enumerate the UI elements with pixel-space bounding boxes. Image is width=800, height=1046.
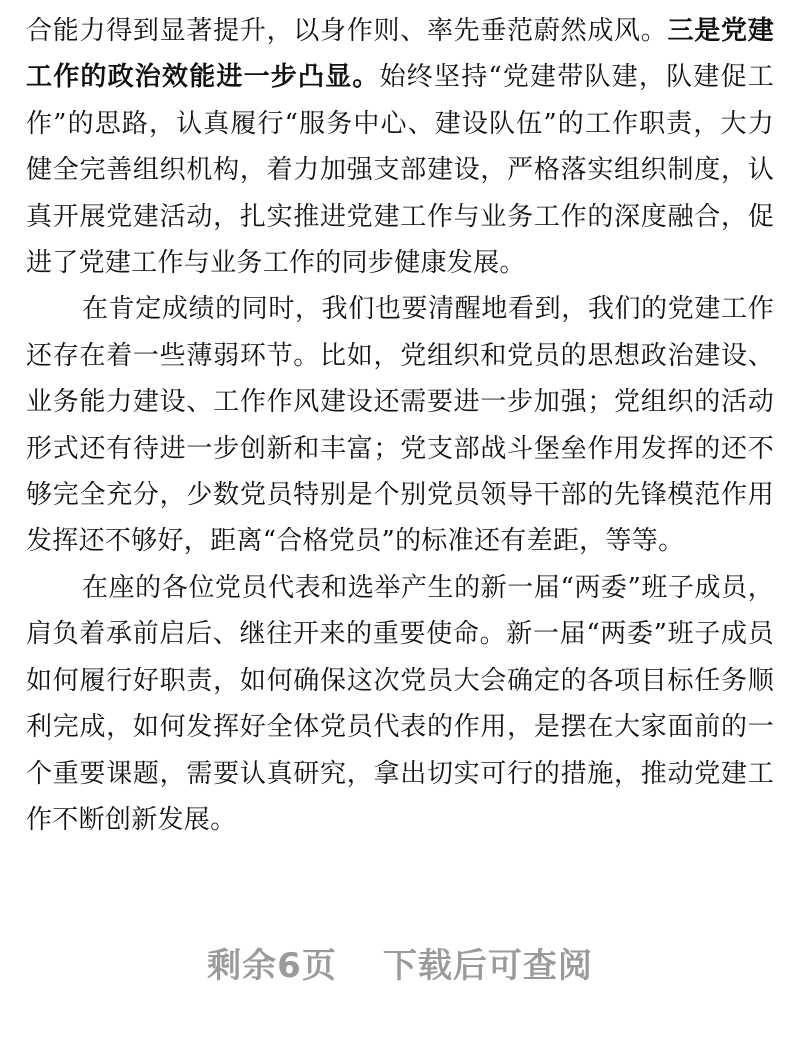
download-to-view-label: 下载后可查阅 — [382, 946, 593, 986]
paragraph-achievements-lead: 合能力得到显著提升，以身作则、率先垂范蔚然成风。 — [26, 16, 668, 46]
paragraph-achievements-body: 始终坚持“党建带队建，队建促工作”的思路，认真履行“服务中心、建设队伍”的工作职责，大力健全完善组织机构，着力加强支部建设，严格落实组织制度，认真开展党建活动，扎实推进党建工作与业务工作的深度融合，促进了党建工作与业务工作的同步健康发展。 — [26, 62, 775, 279]
paragraph-achievements-bold-heading: 三是党建工作的政治效能进一步凸显。 — [26, 16, 775, 93]
download-prompt[interactable] — [0, 938, 800, 987]
paragraph-mission: 在座的各位党员代表和选举产生的新一届“两委”班子成员，肩负着承前启后、继往开来的重要使命。新一届“两委”班子成员如何履行好职责，如何确保这次党员大会确定的各项目标任务顺利完成，如何发挥好全体党员代表的作用，是摆在大家面前的一个重要课题，需要认真研究，拿出切实可行的措施，推动党建工作不断创新发展。 — [26, 572, 774, 835]
paragraph-achievements — [26, 8, 774, 286]
remaining-pages-label: 剩余6页 — [207, 946, 337, 986]
paragraph-weaknesses: 在肯定成绩的同时，我们也要清醒地看到，我们的党建工作还存在着一些薄弱环节。比如，党组织和党员的思想政治建设、业务能力建设、工作作风建设还需要进一步加强；党组织的活动形式还有待进一步创新和丰富；党支部战斗堡垒作用发挥的还不够完全充分，少数党员特别是个别党员领导干部的先锋模范作用发挥还不够好，距离“合格党员”的标准还有差距，等等。 — [26, 294, 774, 557]
document-page — [26, 8, 774, 843]
